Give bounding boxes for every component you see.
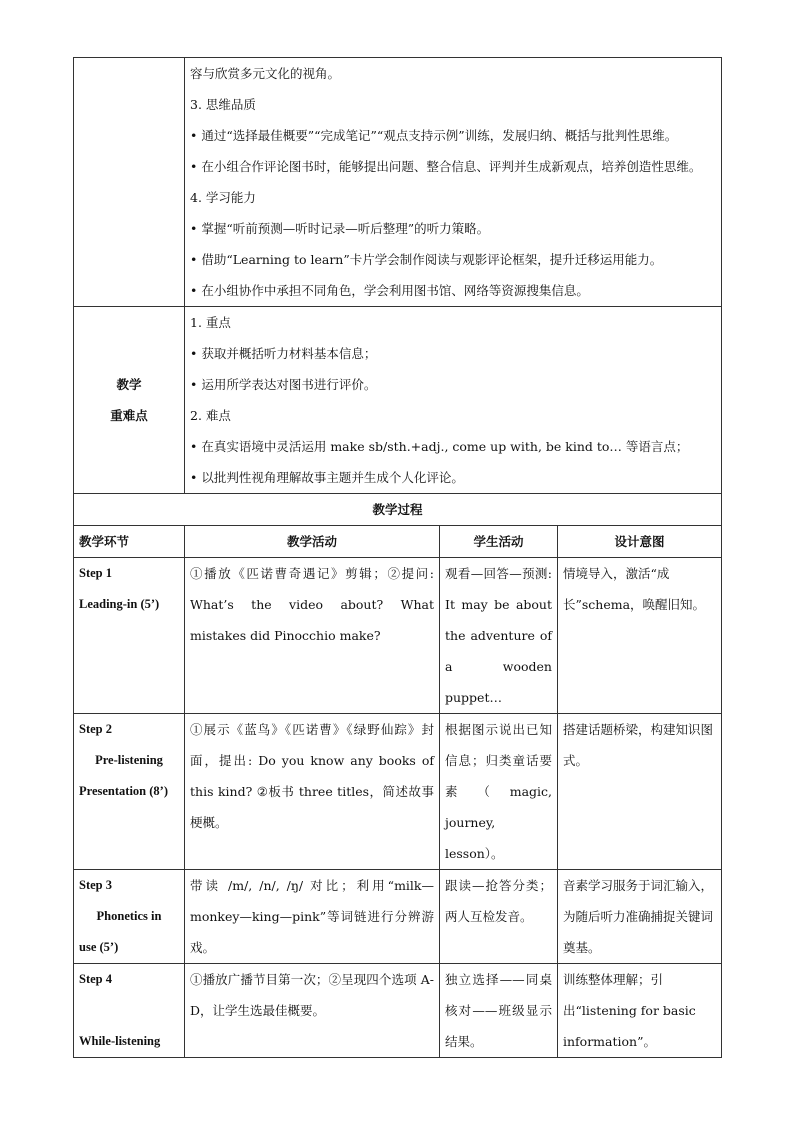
table-row bbox=[74, 870, 722, 964]
step-cell bbox=[74, 714, 185, 870]
design-intent: 搭建话题桥梁，构建知识图式。 bbox=[558, 714, 722, 870]
step-cell bbox=[74, 870, 185, 964]
objective-heading: 3. 思维品质 bbox=[190, 97, 256, 112]
table-row bbox=[74, 558, 722, 714]
objective-line: • 在小组合作评论图书时，能够提出问题、整合信息、评判并生成新观点，培养创造性思维。 bbox=[190, 151, 716, 182]
process-title-row bbox=[74, 494, 722, 526]
teacher-activity: 带读 /m/, /n/, /ŋ/ 对比；利用“milk—monkey—king—pink”等词链进行分辨游戏。 bbox=[185, 870, 440, 964]
key-point-line: • 在真实语境中灵活运用 make sb/sth.+adj., come up with, be kind to… 等语言点； bbox=[190, 431, 716, 462]
process-header-row bbox=[74, 526, 722, 558]
process-title: 教学过程 bbox=[74, 494, 722, 526]
header-stage: 教学环节 bbox=[74, 526, 185, 558]
objective-line: • 在小组协作中承担不同角色，学会利用图书馆、网络等资源搜集信息。 bbox=[190, 275, 716, 306]
step-title: Presentation (8’) bbox=[79, 784, 168, 798]
lesson-plan-table bbox=[73, 57, 722, 1058]
header-teacher-activity: 教学活动 bbox=[185, 526, 440, 558]
student-activity: 独立选择——同桌核对——班级显示结果。 bbox=[440, 964, 558, 1058]
key-points-heading: 2. 难点 bbox=[190, 408, 231, 423]
objective-heading: 4. 学习能力 bbox=[190, 190, 256, 205]
step-title: use (5’) bbox=[79, 940, 119, 954]
step-spacer bbox=[79, 995, 179, 1026]
key-points-label-line1: 教学 bbox=[116, 377, 142, 392]
step-title: Pre-listening bbox=[95, 753, 163, 767]
table-row bbox=[74, 964, 722, 1058]
objective-line: 容与欣赏多元文化的视角。 bbox=[190, 66, 341, 81]
objective-line: • 借助“Learning to learn”卡片学会制作阅读与观影评论框架，提升迁移运用能力。 bbox=[190, 244, 716, 275]
step-title: Phonetics in bbox=[96, 909, 162, 923]
key-point-line: • 运用所学表达对图书进行评价。 bbox=[190, 369, 716, 400]
student-activity: 跟读—抢答分类；两人互检发音。 bbox=[440, 870, 558, 964]
student-activity: 观看—回答—预测: It may be about the adventure of a wooden puppet… bbox=[440, 558, 558, 714]
key-points-label bbox=[74, 307, 185, 494]
key-point-line: • 获取并概括听力材料基本信息； bbox=[190, 338, 716, 369]
design-intent: 训练整体理解；引出“listening for basic information”。 bbox=[558, 964, 722, 1058]
design-intent: 音素学习服务于词汇输入，为随后听力准确捕捉关键词奠基。 bbox=[558, 870, 722, 964]
step-number: Step 4 bbox=[79, 972, 112, 986]
objectives-row bbox=[74, 58, 722, 307]
teacher-activity: ①播放广播节目第一次；②呈现四个选项 A-D，让学生选最佳概要。 bbox=[185, 964, 440, 1058]
header-design-intent: 设计意图 bbox=[558, 526, 722, 558]
objective-line: • 掌握“听前预测—听时记录—听后整理”的听力策略。 bbox=[190, 213, 716, 244]
teacher-activity: ①展示《蓝鸟》《匹诺曹》《绿野仙踪》封面，提出: Do you know any books of this kind? ②板书 three titles，简述故事梗概。 bbox=[185, 714, 440, 870]
step-cell bbox=[74, 964, 185, 1058]
objectives-content bbox=[185, 58, 722, 307]
step-number: Step 1 bbox=[79, 566, 112, 580]
key-point-line: • 以批判性视角理解故事主题并生成个人化评论。 bbox=[190, 462, 716, 493]
step-title: While-listening bbox=[79, 1034, 161, 1048]
header-student-activity: 学生活动 bbox=[440, 526, 558, 558]
key-points-content bbox=[185, 307, 722, 494]
student-activity: 根据图示说出已知信息；归类童话要素（magic, journey, lesson）。 bbox=[440, 714, 558, 870]
table-row bbox=[74, 714, 722, 870]
key-points-label-line2: 重难点 bbox=[110, 408, 148, 423]
key-points-row bbox=[74, 307, 722, 494]
step-cell bbox=[74, 558, 185, 714]
design-intent: 情境导入，激活“成长”schema，唤醒旧知。 bbox=[558, 558, 722, 714]
step-number: Step 3 bbox=[79, 878, 112, 892]
step-number: Step 2 bbox=[79, 722, 112, 736]
step-title: Leading-in (5’) bbox=[79, 597, 160, 611]
key-points-heading: 1. 重点 bbox=[190, 315, 231, 330]
teacher-activity: ①播放《匹诺曹奇遇记》剪辑；②提问: What’s the video about? What mistakes did Pinocchio make? bbox=[185, 558, 440, 714]
objectives-label-cell bbox=[74, 58, 185, 307]
objective-line: • 通过“选择最佳概要”“完成笔记”“观点支持示例”训练，发展归纳、概括与批判性思维。 bbox=[190, 120, 716, 151]
